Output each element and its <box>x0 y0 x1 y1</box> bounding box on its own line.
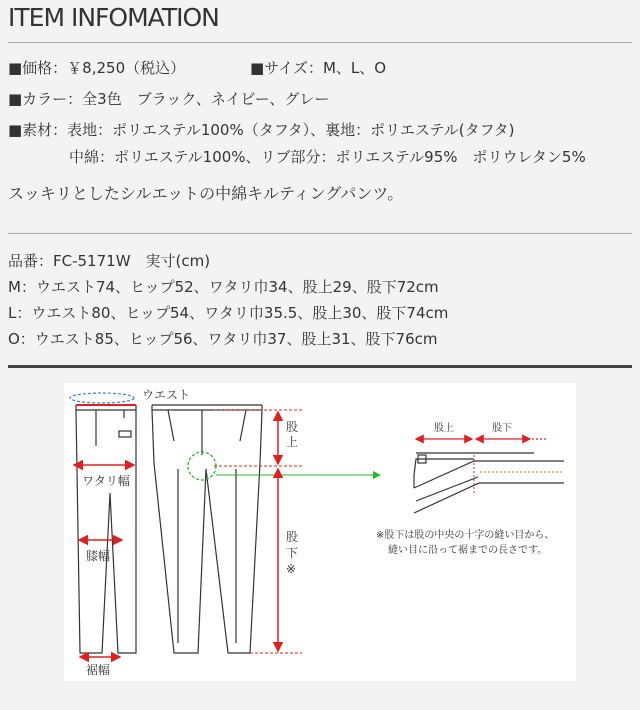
inseam-note-line2: 縫い目に沿って裾までの長さです。 <box>388 545 548 556</box>
thigh-label: ワタリ幅 <box>82 474 130 488</box>
waist-label: ウエスト <box>142 388 191 402</box>
filling-spec: 中綿：ポリエステル100%、リブ部分：ポリエステル95% ポリウレタン5% <box>69 148 586 166</box>
measurement-row-o: O：ウエスト85、ヒップ56、ワタリ巾37、股上31、股下76cm <box>8 330 438 348</box>
crotch-detail <box>414 453 564 513</box>
size-guide-svg <box>64 383 576 681</box>
measurement-row-l: L：ウエスト80、ヒップ54、ワタリ巾35.5、股上30、股下74cm <box>8 304 449 322</box>
price-spec: ■価格：￥8,250（税込） <box>8 59 186 77</box>
waist-ellipse <box>70 393 134 403</box>
rise-label-2: 上 <box>286 435 299 449</box>
pants-front-view <box>152 405 262 653</box>
detail-rise-label: 股上 <box>434 423 454 434</box>
rise-label-1: 股 <box>286 420 299 434</box>
hem-label: 裾幅 <box>86 663 111 677</box>
measurement-header: 品番：FC-5171W 実寸(cm) <box>8 252 211 270</box>
color-spec: ■カラー：全3色 ブラック、ネイビー、グレー <box>8 90 330 108</box>
product-description: スッキリとしたシルエットの中綿キルティングパンツ。 <box>8 184 404 203</box>
detail-inseam-label: 股下 <box>492 423 512 434</box>
inseam-label-2: 下 <box>286 546 299 560</box>
inseam-label-3: ※ <box>286 562 297 576</box>
crotch-circle <box>188 452 216 480</box>
title-divider <box>8 42 632 43</box>
pants-side-view <box>76 405 136 653</box>
back-pocket <box>119 431 131 437</box>
inseam-label-1: 股 <box>286 530 299 544</box>
size-guide-diagram <box>64 383 576 681</box>
description-divider <box>8 233 632 234</box>
material-spec: ■素材：表地：ポリエステル100%（タフタ）、裏地：ポリエステル(タフタ) <box>8 121 515 139</box>
side-pants-outline <box>76 410 136 653</box>
knee-label: 膝幅 <box>86 549 111 563</box>
inseam-note-line1: ※股下は股の中央の十字の縫い目から、 <box>376 530 555 541</box>
measurement-row-m: M：ウエスト74、ヒップ52、ワタリ巾34、股上29、股下72cm <box>8 278 439 296</box>
section-title: ITEM INFOMATION <box>8 3 219 32</box>
measurement-divider <box>8 365 632 368</box>
size-spec: ■サイズ：M、L、O <box>250 59 387 77</box>
front-pants-outline <box>152 410 262 653</box>
